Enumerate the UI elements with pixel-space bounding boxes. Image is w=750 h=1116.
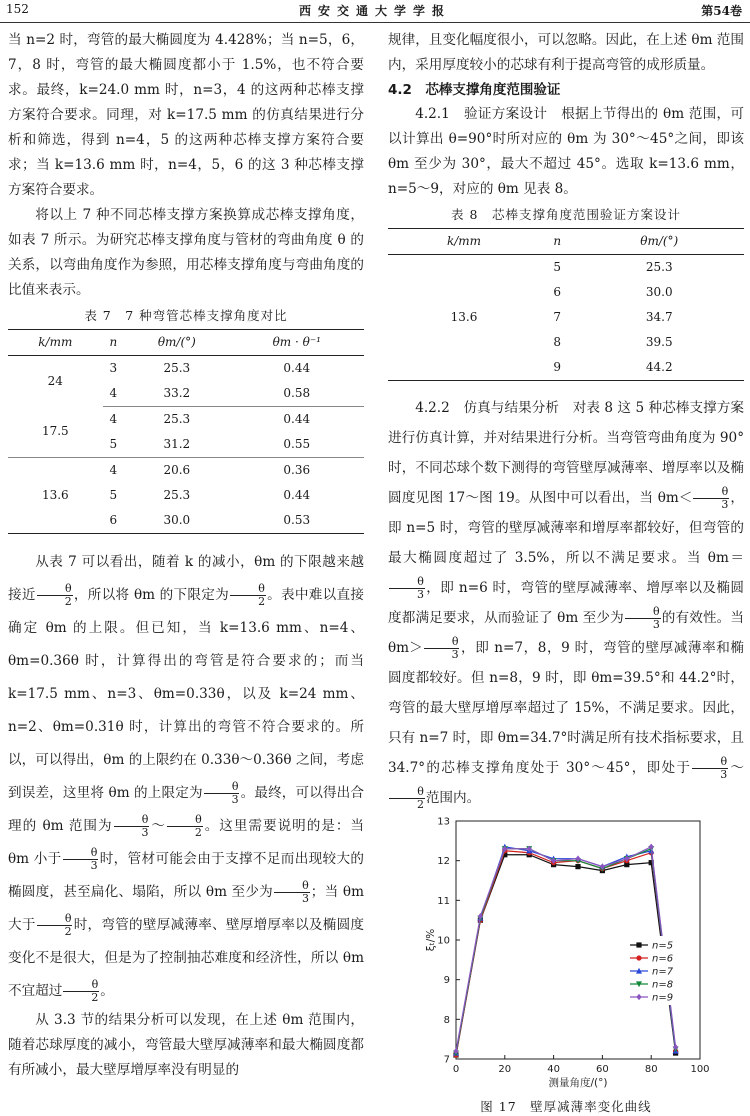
table8-cell: 39.5 — [645, 335, 673, 349]
legend-label: n=6 — [652, 953, 674, 965]
text-run: 从表 7 可以看出，随着 k 的减小，θm 的下限越来越接近 — [8, 554, 364, 603]
table7-header-theta-m: θm/(°) — [124, 330, 230, 356]
text-run: ～ — [150, 818, 166, 834]
paragraph-trailing: 从 3.3 节的结果分析可以发现，在上述 θm 范围内，随着芯球厚度的减小，弯管最大壁厚减薄率和最大椭圆度都有所减小，最大壁厚增厚率没有明显的 — [8, 1012, 364, 1078]
fraction: $\frac{\theta}{3}$ — [114, 814, 150, 839]
y-tick-label: 10 — [437, 935, 450, 947]
fraction: $\frac{\theta}{2}$ — [63, 979, 99, 1004]
section-heading-4-2: 4.2 芯棒支撑角度范围验证 — [388, 82, 561, 98]
table7-cell: 5 — [103, 432, 124, 458]
fraction: $\frac{\theta}{2}$ — [389, 786, 425, 811]
table7-header-k: k/mm — [8, 330, 103, 356]
text-run: ，即 n=7，8，9 时，弯管的壁厚减薄率和椭圆度都较好。但 n=8，9 时，即 θm=39.5°和 44.2°时，弯管的最大壁厚增厚率超过了 15%，不满足要求。因此，只有 n=7 时，即 θm=34.7°时满足所有技术指标要求，且 34.7°的芯棒支撑角度处于 30°～45°，即处于 — [388, 640, 744, 776]
paragraph-4-2-2 — [388, 393, 744, 813]
text-run: ，所以将 θm 的下限定为 — [73, 587, 230, 603]
y-tick-label: 13 — [437, 816, 450, 828]
journal-title: 西安交通大学学报 — [298, 4, 451, 18]
text-run: ～ — [729, 760, 745, 776]
text-run: 时，管材可能会由于支撑不足而出现较大的椭圆度，甚至扁化、塌陷，所以 θm 至少为 — [8, 851, 365, 900]
table7-cell: 25.3 — [163, 412, 191, 426]
table8-header-theta-m: θm/(°) — [574, 229, 744, 255]
y-tick-label: 9 — [443, 975, 450, 987]
paragraph-4-2-1: 4.2.1 验证方案设计 根据上节得出的 θm 范围，可以计算出 θ=90°时所对应的 θm 为 30°～45°之间，即该 θm 至少为 30°，最大不超过 45°。选取 k=13.6 mm，n=5～9，对应的 θm 见表 8。 — [388, 106, 744, 197]
y-tick-label: 7 — [443, 1054, 450, 1066]
table7-cell: 0.44 — [283, 361, 311, 375]
table7-cell: 0.58 — [230, 381, 364, 407]
table7-cell-k: 17.5 — [8, 407, 103, 458]
volume-label: 第54卷 — [701, 4, 742, 18]
x-tick-label: 20 — [498, 1064, 512, 1075]
legend-label: n=8 — [652, 979, 674, 991]
table7 — [8, 329, 364, 534]
table7-cell: 0.55 — [230, 432, 364, 458]
table8-cell: 34.7 — [645, 310, 673, 324]
legend-label: n=9 — [652, 992, 674, 1004]
right-column — [388, 28, 744, 1113]
text-run: 。表中难以直接确定 θm 的上限。但已知，当 k=13.6 mm、n=4、θm=0.36θ 时，计算得出的弯管是符合要求的；而当 k=17.5 mm、n=3、θm=0.33θ，以及 k=24 mm、n=2、θm=0.31θ 时，计算出的弯管不符合要求的。所以，可以得出，θm 的上限约在 0.33θ～0.36θ 之间，考虑到误差，这里将 θm 的上限定为 — [8, 587, 365, 801]
x-tick-label: 60 — [596, 1064, 609, 1075]
data-point — [575, 864, 580, 869]
thinning-rate-chart — [388, 813, 744, 1089]
table8-cell: 8 — [553, 335, 562, 349]
fraction: $\frac{\theta}{2}$ — [230, 583, 266, 608]
table7-cell: 6 — [109, 513, 118, 527]
legend-label: n=7 — [652, 966, 674, 978]
text-run: 。最终，可以得出合理的 θm 范围为 — [8, 785, 365, 834]
table-row — [8, 458, 364, 484]
text-run: 。 — [100, 983, 114, 999]
fraction: $\frac{\theta}{3}$ — [389, 576, 425, 601]
paragraph-continued-right: 规律，且变化幅度很小，可以忽略。因此，在上述 θm 范围内，采用厚度较小的芯球有利于提高弯管的成形质量。 — [388, 32, 744, 73]
x-axis-label: 测量角度/(°) — [548, 1077, 608, 1089]
paragraph-continued: 当 n=2 时，弯管的最大椭圆度为 4.428%；当 n=5，6，7，8 时，弯管的最大椭圆度都小于 1.5%，也不符合要求。最终，k=24.0 mm 时，n=3，4 的这两种芯棒支撑方案符合要求。同理，对 k=17.5 mm 的仿真结果进行分析和筛选，得到 n=4，5 的这两种芯棒支撑方案符合要求；当 k=13.6 mm 时，n=4，5，6 的这 3 种芯棒支撑方案符合要求。 — [8, 32, 364, 198]
fraction: $\frac{\theta}{2}$ — [37, 913, 73, 938]
x-tick-label: 100 — [690, 1064, 710, 1075]
table7-cell: 0.36 — [283, 463, 311, 477]
fraction: $\frac{\theta}{3}$ — [204, 781, 240, 806]
figure-17 — [388, 813, 744, 1113]
left-column — [8, 28, 364, 1083]
fraction: $\frac{\theta}{2}$ — [167, 814, 203, 839]
table7-cell: 4 — [103, 381, 124, 407]
table8-cell: 6 — [553, 285, 562, 299]
table7-cell: 31.2 — [124, 432, 230, 458]
paragraph-analysis — [8, 546, 364, 1008]
table7-cell: 33.2 — [124, 381, 230, 407]
text-run: ，即 n=5 时，弯管的壁厚减薄率和增厚率都较好，但弯管的最大椭圆度超过了 3.5%，所以不满足要求。当 θm＝ — [388, 490, 745, 566]
table7-caption: 表 7 7 种弯管芯棒支撑角度对比 — [84, 308, 288, 323]
y-axis-label: ξₜ/% — [425, 928, 437, 952]
figure17-caption: 图 17 壁厚减薄率变化曲线 — [480, 1099, 652, 1114]
table8-cell: 9 — [553, 360, 562, 374]
table-row — [8, 407, 364, 433]
legend-label: n=5 — [652, 940, 674, 952]
y-tick-label: 8 — [443, 1014, 450, 1026]
table7-cell: 30.0 — [163, 513, 191, 527]
table8-header-k: k/mm — [388, 229, 540, 255]
table7-cell: 25.3 — [163, 361, 191, 375]
table7-cell: 0.53 — [283, 513, 311, 527]
table7-header-ratio: θm · θ⁻¹ — [230, 330, 364, 356]
table7-cell: 3 — [109, 361, 118, 375]
paragraph-table7-intro: 将以上 7 种不同芯棒支撑方案换算成芯棒支撑角度，如表 7 所示。为研究芯棒支撑角度与管材的弯曲角度 θ 的关系，以弯曲角度作为参照，用芯棒支撑角度与弯曲角度的比值来表示。 — [8, 207, 364, 298]
table8-cell: 7 — [553, 310, 562, 324]
fraction: $\frac{\theta}{3}$ — [692, 756, 728, 781]
table7-cell: 20.6 — [163, 463, 191, 477]
y-tick-label: 12 — [437, 856, 450, 868]
fraction: $\frac{\theta}{3}$ — [274, 880, 310, 905]
x-tick-label: 80 — [644, 1064, 658, 1075]
table8-cell: 30.0 — [645, 285, 673, 299]
table8-cell: 44.2 — [645, 360, 673, 374]
x-tick-label: 0 — [452, 1064, 460, 1075]
table7-cell: 5 — [109, 488, 118, 502]
table-row — [388, 255, 744, 281]
x-tick-label: 40 — [547, 1064, 560, 1075]
table-row — [8, 356, 364, 382]
table8-cell: 5 — [553, 260, 562, 274]
legend-marker — [636, 942, 641, 947]
text-run: 。这里需要说明的是：当 θm 小于 — [8, 818, 365, 867]
table7-cell: 25.3 — [163, 488, 191, 502]
table8-cell: 25.3 — [645, 260, 673, 274]
page-number: 152 — [6, 2, 29, 16]
text-run: ；当 θm 大于 — [8, 884, 365, 933]
table8-caption: 表 8 芯棒支撑角度范围验证方案设计 — [451, 207, 681, 222]
fraction: $\frac{\theta}{3}$ — [424, 636, 460, 661]
fraction: $\frac{\theta}{3}$ — [625, 606, 661, 631]
table8-header-n: n — [540, 229, 574, 255]
table7-cell: 4 — [109, 412, 118, 426]
fraction: $\frac{\theta}{2}$ — [37, 583, 73, 608]
text-run: ，即 n=6 时，弯管的壁厚减薄率、增厚率以及椭圆度都满足要求，从而验证了 θm 至少为 — [388, 580, 744, 626]
table7-cell: 4 — [109, 463, 118, 477]
table7-header-n: n — [103, 330, 124, 356]
table8 — [388, 228, 744, 381]
y-tick-label: 11 — [437, 895, 450, 907]
running-header — [0, 0, 750, 23]
table7-cell-k: 24 — [47, 373, 63, 388]
text-run: 范围内。 — [425, 790, 481, 806]
table7-cell-k: 13.6 — [41, 488, 69, 502]
fraction: $\frac{\theta}{3}$ — [63, 847, 99, 872]
table8-cell-k: 13.6 — [450, 310, 478, 324]
table7-cell: 0.44 — [283, 488, 311, 502]
text-run: 的有效性。当 θm＞ — [388, 610, 745, 656]
fraction: $\frac{\theta}{3}$ — [693, 486, 729, 511]
table7-cell: 0.44 — [283, 412, 311, 426]
legend-marker — [636, 955, 641, 960]
text-run: 4.2.2 仿真与结果分析 对表 8 这 5 种芯棒支撑方案进行仿真计算，并对结果进行分析。当弯管弯曲角度为 90°时，不同芯球个数下测得的弯管壁厚减薄率、增厚率以及椭圆度见图 17～图 19。从图中可以看出，当 θm＜ — [388, 400, 744, 506]
text-run: 时，弯管的壁厚减薄率、壁厚增厚率以及椭圆度变化不是很大，但是为了控制抽芯难度和经济性，所以 θm 不宜超过 — [8, 917, 365, 999]
